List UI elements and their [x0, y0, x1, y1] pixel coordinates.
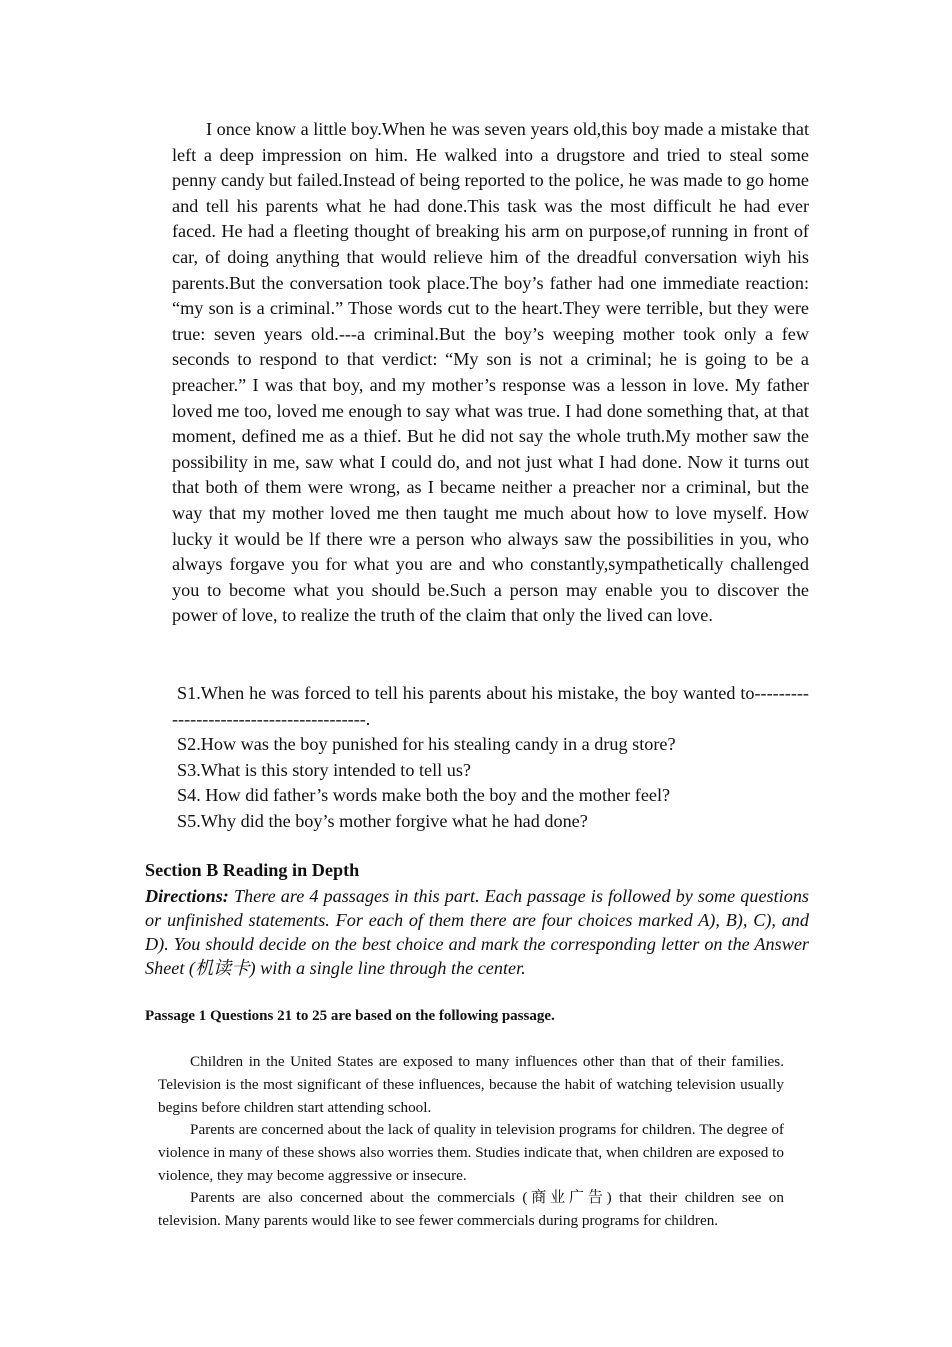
story-paragraph: I once know a little boy.When he was seven years old,this boy made a mistake that left a deep impression on him. He walked into a drugstore and tried to steal some penny candy but failed.Instead of being reported to the police, he was made to go home and tell his parents what he had done.This task was the most difficult he had ever faced. He had a fleeting thought of breaking his arm on purpose,of running in front of car, of doing anything that would relieve him of the dreadful conversation wiyh his parents.But the conversation took place.The boy’s father had one immediate reaction: “my son is a criminal.” Those words cut to the heart.They were terrible, but they were true: seven years old.---a criminal.But the boy’s weeping mother took only a few seconds to respond to that verdict: “My son is not a criminal; he is going to be a preacher.” I was that boy, and my mother’s response was a lesson in love. My father loved me too, loved me enough to say what was true. I had done something that, at that moment, defined me as a thief. But he did not say the whole truth.My mother saw the possibility in me, saw what I could do, and not just what I had done. Now it turns out that both of them were wrong, as I became neither a preacher nor a criminal, but the way that my mother loved me then taught me much about how to love myself. How lucky it would be lf there wre a person who always saw the possibilities in you, who always forgave you for what you are and who constantly,sympathetically challenged you to become what you should be.Such a person may enable you to discover the power of love, to realize the truth of the claim that only the lived can love.	[172, 119, 809, 626]
directions-label: Directions:	[145, 886, 229, 906]
passage-1-title: Passage 1 Questions 21 to 25 are based on the following passage.	[145, 1008, 555, 1024]
question-s1	[172, 681, 809, 732]
question-s2: S2.How was the boy punished for his stealing candy in a drug store?	[177, 734, 676, 754]
section-b-title: Section B Reading in Depth	[145, 860, 360, 880]
question-s1-text: S1.When he was forced to tell his parents about his mistake, the boy wanted to-----------------------------------------.	[172, 683, 809, 729]
question-s5: S5.Why did the boy’s mother forgive what he had done?	[177, 811, 588, 831]
question-s3: S3.What is this story intended to tell us?	[177, 760, 472, 780]
passage-1-paragraph-2: Parents are concerned about the lack of quality in television programs for children. The degree of violence in many of these shows also worries them. Studies indicate that, when children are exposed to violence, they may become aggressive or insecure.	[158, 1121, 784, 1184]
passage-1-paragraph-1: Children in the United States are exposed to many influences other than that of their families. Television is the most significant of these influences, because the habit of watching television usually begins before children start attending school.	[158, 1053, 784, 1116]
directions-text: There are 4 passages in this part. Each passage is followed by some questions or unfinished statements. For each of them there are four choices marked A), B), C), and D). You should decide on the best choice and mark the corresponding letter on the Answer Sheet (机读卡) with a single line through the center.	[145, 886, 809, 978]
section-b-directions	[145, 884, 809, 980]
passage-1-paragraph-3: Parents are also concerned about the commercials (商业广告) that their children see on television. Many parents would like to see fewer commercials during programs for children.	[158, 1189, 784, 1229]
question-s4: S4. How did father’s words make both the boy and the mother feel?	[177, 785, 671, 805]
